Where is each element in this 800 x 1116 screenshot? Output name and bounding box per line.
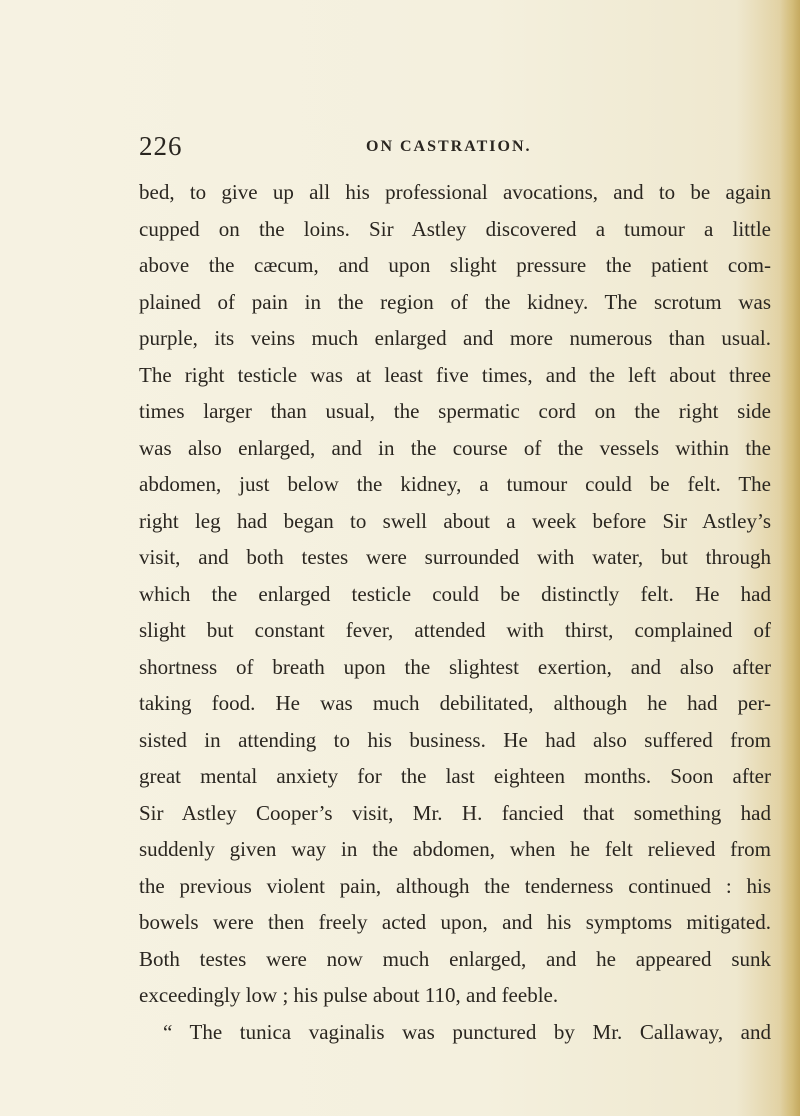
text-line: bed, to give up all his professional avocations, and to be again — [139, 180, 771, 204]
text-line: above the cæcum, and upon slight pressure the patient com- — [139, 253, 771, 277]
text-line: times larger than usual, the spermatic cord on the right side — [139, 399, 771, 423]
text-line: exceedingly low ; his pulse about 110, and feeble. — [139, 983, 559, 1007]
text-line: suddenly given way in the abdomen, when he felt relieved from — [139, 837, 771, 861]
text-line: taking food. He was much debilitated, although he had per- — [139, 691, 771, 715]
text-line: The right testicle was at least five times, and the left about three — [139, 362, 771, 387]
text-line: Sir Astley Cooper’s visit, Mr. H. fancied that something had — [139, 800, 771, 825]
text-line: sisted in attending to his business. He had also suffered from — [139, 727, 771, 752]
text-line: Both testes were now much enlarged, and he appeared sunk — [139, 946, 771, 971]
text-line: was also enlarged, and in the course of the vessels within the — [139, 435, 771, 460]
text-line: shortness of breath upon the slightest exertion, and also after — [139, 654, 771, 679]
text-line: which the enlarged testicle could be distinctly felt. He had — [139, 581, 771, 606]
text-line: abdomen, just below the kidney, a tumour could be felt. The — [139, 472, 771, 496]
text-line: purple, its veins much enlarged and more numerous than usual. — [139, 326, 771, 350]
text-line: great mental anxiety for the last eighteen months. Soon after — [139, 764, 771, 788]
page-header — [139, 126, 739, 166]
text-line: bowels were then freely acted upon, and his symptoms mitigated. — [139, 910, 771, 934]
page-number: 226 — [139, 131, 183, 161]
text-line: visit, and both testes were surrounded with water, but through — [139, 545, 771, 569]
body-text — [139, 174, 771, 1050]
text-line: right leg had began to swell about a week before Sir Astley’s — [139, 508, 771, 533]
text-line: “ The tunica vaginalis was punctured by Mr. Callaway, and — [163, 1019, 771, 1044]
text-line: the previous violent pain, although the tenderness continued : his — [139, 873, 771, 898]
text-line: slight but constant fever, attended with thirst, complained of — [139, 618, 771, 642]
text-line: cupped on the loins. Sir Astley discovered a tumour a little — [139, 216, 771, 241]
text-line: plained of pain in the region of the kidney. The scrotum was — [139, 289, 771, 314]
page-edge-shadow — [780, 0, 800, 1116]
running-head: ON CASTRATION. — [366, 138, 532, 155]
